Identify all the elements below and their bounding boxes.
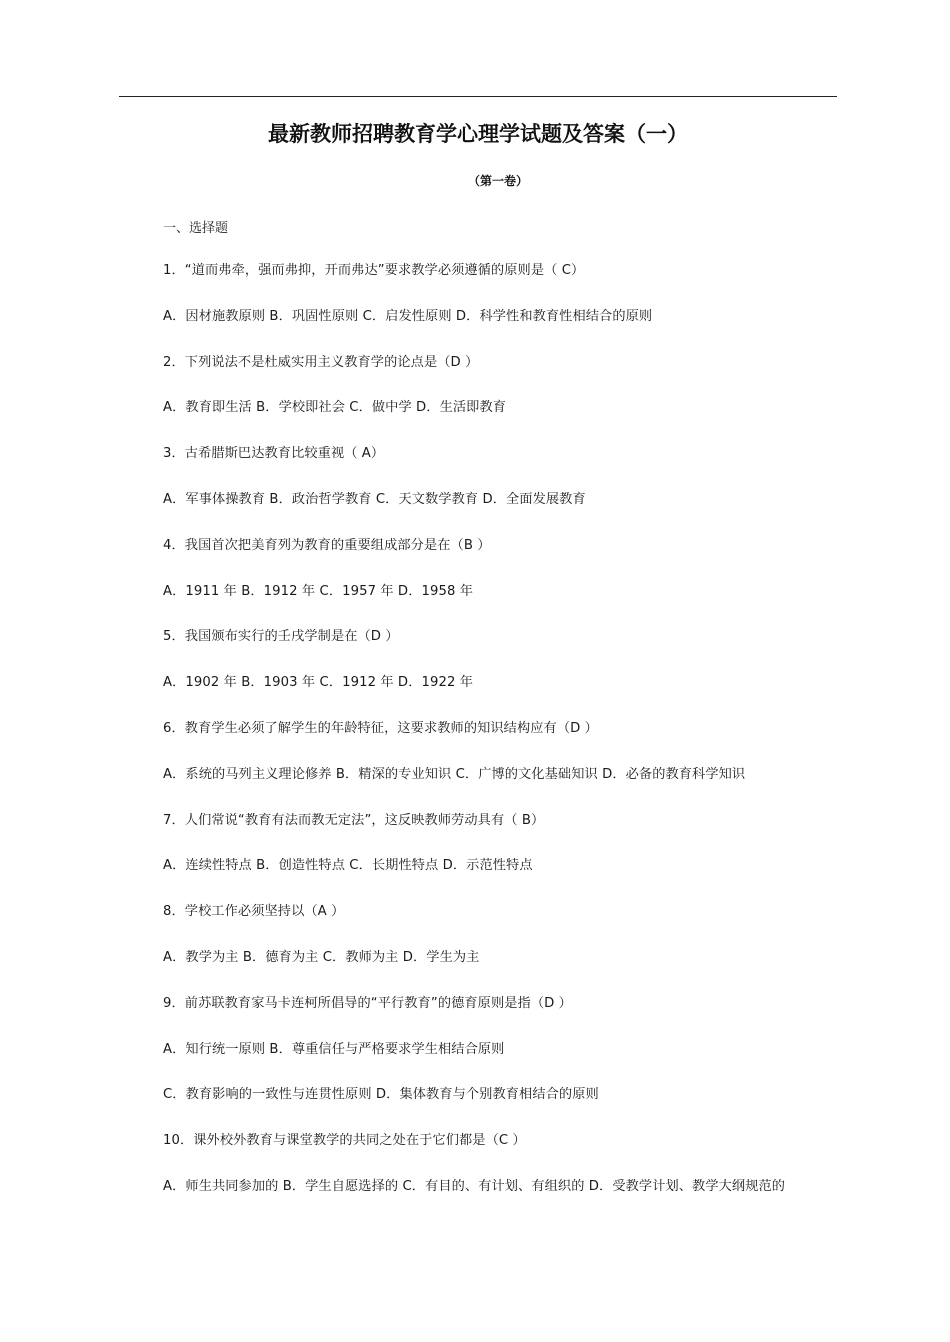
document-title: 最新教师招聘教育学心理学试题及答案（一）: [268, 121, 688, 146]
question-2-options: A．教育即生活 B．学校即社会 C．做中学 D．生活即教育: [163, 400, 507, 416]
question-5-options: A．1902 年 B．1903 年 C．1912 年 D．1922 年: [163, 675, 474, 691]
header-rule: [119, 96, 837, 97]
question-8-options: A．教学为主 B．德育为主 C．教师为主 D．学生为主: [163, 949, 480, 965]
question-4: 4．我国首次把美育列为教育的重要组成部分是在（B ）: [163, 537, 491, 553]
question-3: 3．古希腊斯巴达教育比较重视（ A）: [163, 446, 385, 462]
question-4-options: A．1911 年 B．1912 年 C．1957 年 D．1958 年: [163, 583, 474, 599]
question-9-options-cd: C．教育影响的一致性与连贯性原则 D．集体教育与个别教育相结合的原则: [163, 1087, 599, 1103]
question-9: 9．前苏联教育家马卡连柯所倡导的“平行教育”的德育原则是指（D ）: [163, 995, 572, 1011]
question-10: 10．课外校外教育与课堂教学的共同之处在于它们都是（C ）: [163, 1133, 526, 1149]
question-2: 2．下列说法不是杜威实用主义教育学的论点是（D ）: [163, 354, 479, 370]
question-1: 1．“道而弗牵，强而弗抑，开而弗达”要求教学必须遵循的原则是（ C）: [163, 263, 585, 278]
question-9-options-ab: A．知行统一原则 B．尊重信任与严格要求学生相结合原则: [163, 1041, 505, 1057]
question-6: 6．教育学生必须了解学生的年龄特征，这要求教师的知识结构应有（D ）: [163, 720, 598, 736]
question-list: [163, 261, 853, 1223]
question-5: 5．我国颁布实行的壬戌学制是在（D ）: [163, 629, 399, 645]
question-7-options: A．连续性特点 B．创造性特点 C．长期性特点 D．示范性特点: [163, 858, 533, 874]
document-subtitle: （第一卷）: [467, 174, 528, 188]
question-6-options: A．系统的马列主义理论修养 B．精深的专业知识 C．广博的文化基础知识 D．必备的教育科学知识: [163, 766, 746, 782]
question-3-options: A．军事体操教育 B．政治哲学教育 C．天文数学教育 D．全面发展教育: [163, 491, 586, 507]
section-heading: 一、选择题: [163, 221, 229, 236]
question-8: 8．学校工作必须坚持以（A ）: [163, 904, 345, 920]
question-1-options: A．因材施教原则 B．巩固性原则 C．启发性原则 D．科学性和教育性相结合的原则: [163, 308, 653, 324]
question-7: 7．人们常说“教育有法而教无定法”，这反映教师劳动具有（ B）: [163, 812, 545, 828]
question-10-options: A．师生共同参加的 B．学生自愿选择的 C．有目的、有计划、有组织的 D．受教学计划、教学大纲规范的: [163, 1178, 786, 1194]
